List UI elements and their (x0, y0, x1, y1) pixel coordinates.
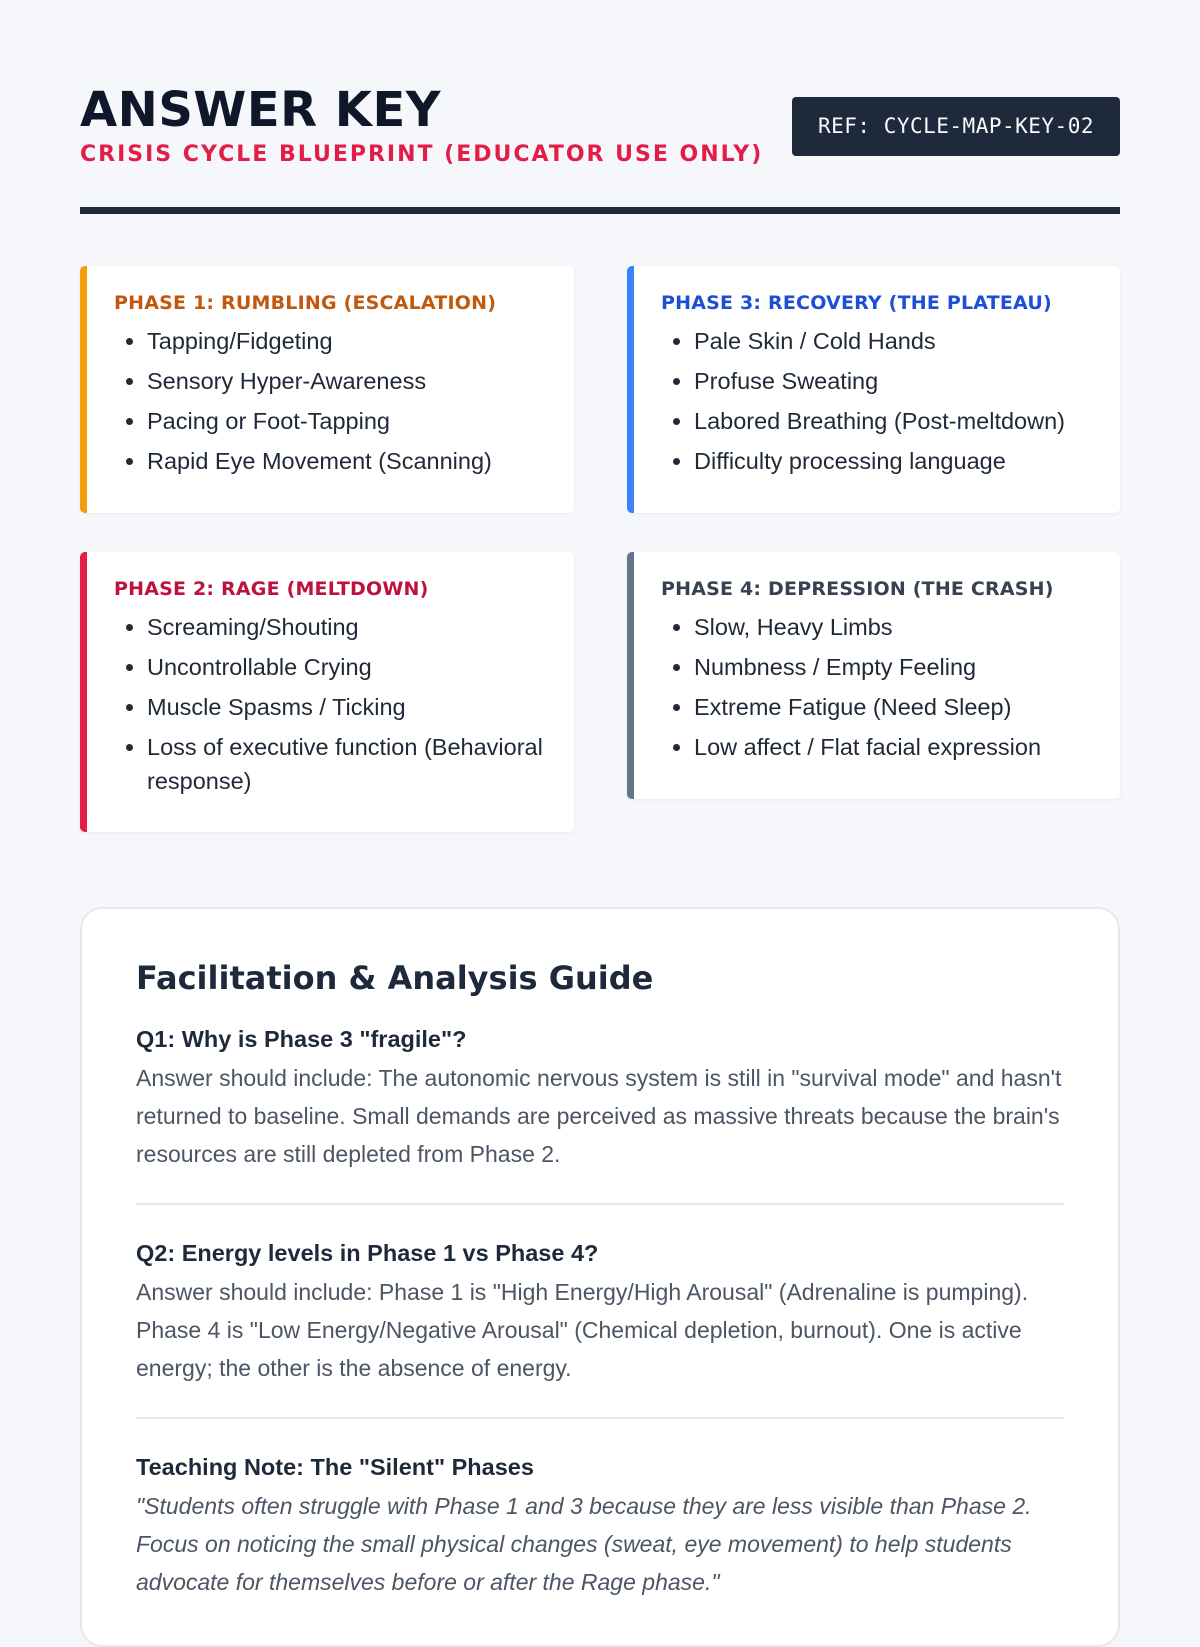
page-title: ANSWER KEY (80, 82, 442, 138)
guide-section-q2 (136, 1237, 1064, 1387)
list-item: • Pacing or Foot-Tapping (147, 404, 548, 438)
list-item: • Tapping/Fidgeting (147, 324, 548, 358)
phase-4-card (627, 552, 1120, 799)
list-item: • Screaming/Shouting (147, 610, 548, 644)
list-item: • Profuse Sweating (694, 364, 1094, 398)
phase-3-card (627, 266, 1120, 513)
title-group (80, 80, 763, 167)
header (80, 80, 1120, 214)
list-item: • Slow, Heavy Limbs (694, 610, 1094, 644)
list-item: • Difficulty processing language (694, 444, 1094, 478)
list-item: • Extreme Fatigue (Need Sleep) (694, 690, 1094, 724)
list-item: • Labored Breathing (Post-meltdown) (694, 404, 1094, 438)
facilitation-guide (80, 907, 1120, 1647)
guide-section-teaching-note (136, 1451, 1064, 1601)
guide-question: Teaching Note: The "Silent" Phases (136, 1454, 534, 1480)
list-item: • Muscle Spasms / Ticking (147, 690, 548, 724)
list-item: • Loss of executive function (Behavioral response) (147, 730, 548, 798)
list-item: • Sensory Hyper-Awareness (147, 364, 548, 398)
phase-4-title: PHASE 4: DEPRESSION (THE CRASH) (661, 578, 1054, 600)
phase-2-card (80, 552, 574, 832)
list-item: • Uncontrollable Crying (147, 650, 548, 684)
phase-3-title: PHASE 3: RECOVERY (THE PLATEAU) (661, 292, 1052, 314)
phase-3-list (661, 324, 1094, 478)
reference-badge: REF: CYCLE-MAP-KEY-02 (792, 97, 1120, 156)
list-item: • Low affect / Flat facial expression (694, 730, 1094, 764)
divider (136, 1203, 1064, 1205)
guide-question: Q1: Why is Phase 3 "fragile"? (136, 1026, 467, 1052)
guide-section-q1 (136, 1023, 1064, 1173)
guide-answer: Answer should include: Phase 1 is "High Energy/High Arousal" (Adrenaline is pumping). Phase 4 is "Low Energy/Negative Arousal" (Chemical depletion, burnout). One is active energy; the other is the absence of energy. (136, 1279, 1029, 1381)
guide-question: Q2: Energy levels in Phase 1 vs Phase 4? (136, 1240, 599, 1266)
divider (136, 1417, 1064, 1419)
phase-4-list (661, 610, 1094, 764)
phase-1-list (114, 324, 548, 478)
phase-2-title: PHASE 2: RAGE (MELTDOWN) (114, 578, 429, 600)
guide-title: Facilitation & Analysis Guide (136, 959, 654, 997)
phase-1-title: PHASE 1: RUMBLING (ESCALATION) (114, 292, 497, 314)
list-item: • Rapid Eye Movement (Scanning) (147, 444, 548, 478)
list-item: • Numbness / Empty Feeling (694, 650, 1094, 684)
page-subtitle: CRISIS CYCLE BLUEPRINT (EDUCATOR USE ONLY) (80, 142, 764, 167)
guide-answer: Answer should include: The autonomic nervous system is still in "survival mode" and hasn't returned to baseline. Small demands are perceived as massive threats because the brain's resources are still depleted from Phase 2. (136, 1065, 1062, 1167)
phase-grid (80, 266, 1120, 866)
phase-2-list (114, 610, 548, 798)
phase-1-card (80, 266, 574, 513)
list-item: • Pale Skin / Cold Hands (694, 324, 1094, 358)
guide-answer: "Students often struggle with Phase 1 and 3 because they are less visible than Phase 2. Focus on noticing the small physical changes (sweat, eye movement) to help students advocate for themselves before or after the Rage phase." (136, 1493, 1032, 1595)
